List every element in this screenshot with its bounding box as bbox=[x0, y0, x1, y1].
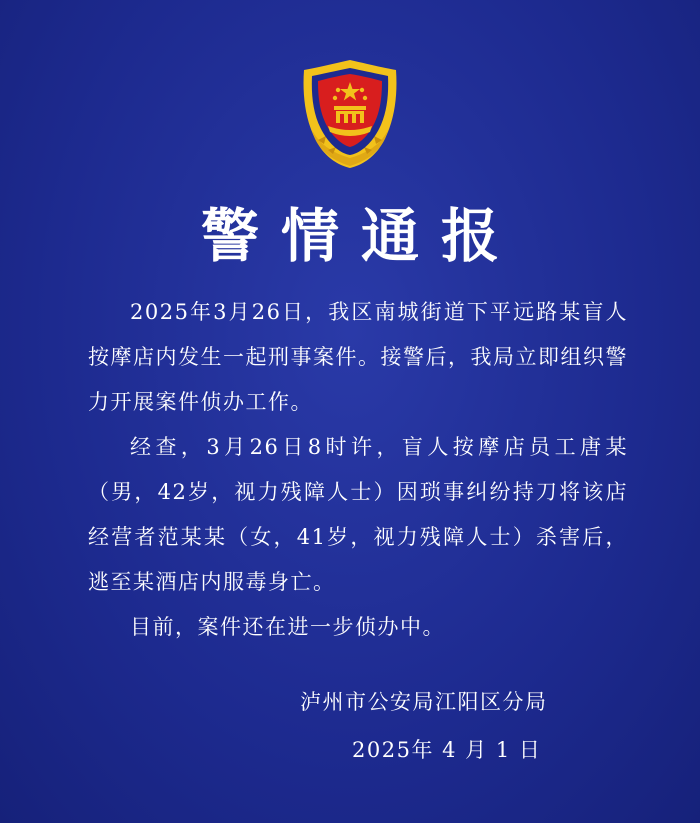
police-emblem-icon bbox=[298, 58, 402, 170]
issuing-organization: 泸州市公安局江阳区分局 bbox=[300, 690, 548, 714]
issue-date: 2025年 4 月 1 日 bbox=[352, 738, 542, 762]
paragraph: 2025年3月26日，我区南城街道下平远路某盲人按摩店内发生一起刑事案件。接警后，我局立即组织警力开展案件侦办工作。 bbox=[88, 300, 628, 414]
paragraph: 目前，案件还在进一步侦办中。 bbox=[130, 615, 445, 639]
paragraph: 经查，3月26日8时许，盲人按摩店员工唐某（男，42岁，视力残障人士）因琐事纠纷持刀将该店经营者范某某（女，41岁，视力残障人士）杀害后，逃至某酒店内服毒身亡。 bbox=[88, 435, 628, 594]
signature-block bbox=[300, 678, 600, 774]
notice-body bbox=[88, 290, 628, 650]
page-title: 警情通报 bbox=[200, 202, 521, 270]
